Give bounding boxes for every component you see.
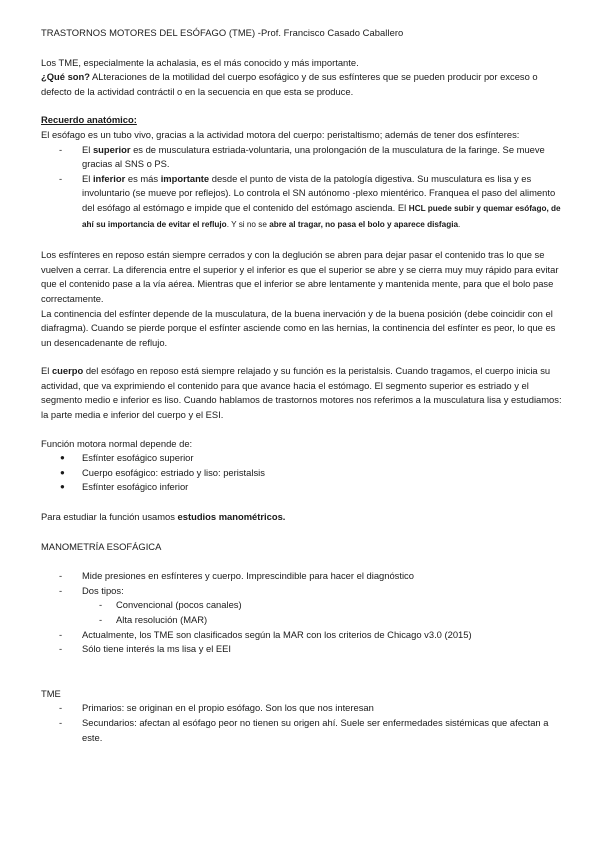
dash-marker: - [59,716,63,728]
intro-line: Los TME, especialmente la achalasia, es el más conocido y más importante. [41,56,359,68]
list-item: - Dos tipos: - Convencional (pocos canales) - Alta resolución (MAR) [41,584,563,628]
list-item: - Convencional (pocos canales) [82,598,563,613]
document-body [41,26,563,745]
estudio-paragraph: Para estudiar la función usamos estudios manométricos. [41,511,286,523]
dash-marker: - [99,599,103,611]
esfinteres-paragraph-1: Los esfínteres en reposo están siempre cerrados y con la deglución se abren para dejar pasar el contenido tras lo que se vuelven a cerrar. La diferencia entre el superior y el inferior es que el superior se abre y se cierra muy muy rápido para evitar que el contenido pase a la vía aérea. Mientras que el inferior se abre lentamente y mantenida mente, para que el bolo pase correctamente. [41,249,559,304]
esfinteres-paragraph-2: La continencia del esfínter depende de la musculatura, de la buena inervación y de la buena posición (debe coincidir con el diafragma). Cuando se pierde porque el esfínter asciende como en las hernias, la continencia del esfínter es peor, lo que es un desencadenante de reflujo. [41,307,556,348]
que-son-paragraph [41,70,563,99]
tme-heading: TME [41,687,61,699]
funcion-heading: Función motora normal depende de: [41,437,193,449]
funcion-list [41,451,563,495]
document-title: TRASTORNOS MOTORES DEL ESÓFAGO (TME) -Prof. Francisco Casado Caballero [41,27,404,38]
list-item: - Alta resolución (MAR) [82,613,563,628]
dash-marker: - [59,702,63,714]
bullet-marker: ● [60,467,65,477]
dash-marker: - [59,628,63,640]
cuerpo-paragraph: El cuerpo del esófago en reposo está siempre relajado y su función es la peristalsis. Cuando tragamos, el cuerpo inicia su actividad, que va exprimiendo el contenido para que avance hacia el estómago. El segmento superior es estriado y el segmento medio e inferior es liso. Cuando hablamos de trastornos motores nos referimos a la musculatura lisa y estudiamos: la parte media e inferior del cuerpo y el ESI. [41,365,562,421]
list-item: - Mide presiones en esfínteres y cuerpo. Imprescindible para hacer el diagnóstico [41,569,563,584]
dash-marker: - [99,614,103,625]
dash-marker: - [59,643,63,655]
list-item: - Primarios: se originan en el propio esófago. Son los que nos interesan [41,701,563,716]
list-item: - Sólo tiene interés la ms lisa y el EEI [41,642,563,657]
bullet-marker: ● [60,482,65,492]
list-item: ● Esfínter esofágico inferior [41,480,563,495]
manometria-heading: MANOMETRÍA ESOFÁGICA [41,540,162,552]
dash-marker: - [59,584,63,596]
list-item: - El inferior es más importante desde el punto de vista de la patología digestiva. Su musculatura es lisa y es involuntario (se mueve por reflejos). Lo controla el SN autónomo -plexo mientérico. Franquea el paso del alimento del esófago al estómago e impide que el contenido del estómago ascienda. El HCL puede subir y quemar esófago, de ahí su importancia de evitar el reflujo. Y si no se abre al tragar, no pasa el bolo y aparece disfagia. [59,172,561,229]
dash-marker: - [59,172,63,184]
list-item: - Actualmente, los TME son clasificados según la MAR con los criterios de Chicago v3.0 (2015) [41,628,563,643]
manometria-list [41,569,563,657]
manometria-sublist [82,598,563,627]
tme-list [41,701,563,745]
list-item: ● Cuerpo esofágico: estriado y liso: peristalsis [41,466,563,481]
recuerdo-list [41,143,563,233]
que-son-text: ALteraciones de la motilidad del cuerpo esofágico y de sus esfínteres que se pueden producir por exceso o defecto de la actividad contráctil o en la secuencia en que esta se produce. [41,71,538,97]
list-item: ● Esfínter esofágico superior [41,451,563,466]
dash-marker: - [59,570,63,582]
recuerdo-heading: Recuerdo anatómico: [41,114,137,126]
bullet-marker: ● [60,453,65,463]
dash-marker: - [59,143,63,155]
list-item: - El superior es de musculatura estriada-voluntaria, una prolongación de la musculatura de la faringe. Se mueve gracias al SNS o PS. [59,143,545,170]
list-item: - Secundarios: afectan al esófago peor no tienen su origen ahí. Suele ser enfermedades sistémicas que afectan a este. [59,716,549,743]
que-son-label: ¿Qué son? [41,71,90,83]
recuerdo-intro: El esófago es un tubo vivo, gracias a la actividad motora del cuerpo: peristaltismo; además de tener dos esfínteres: [41,128,520,140]
